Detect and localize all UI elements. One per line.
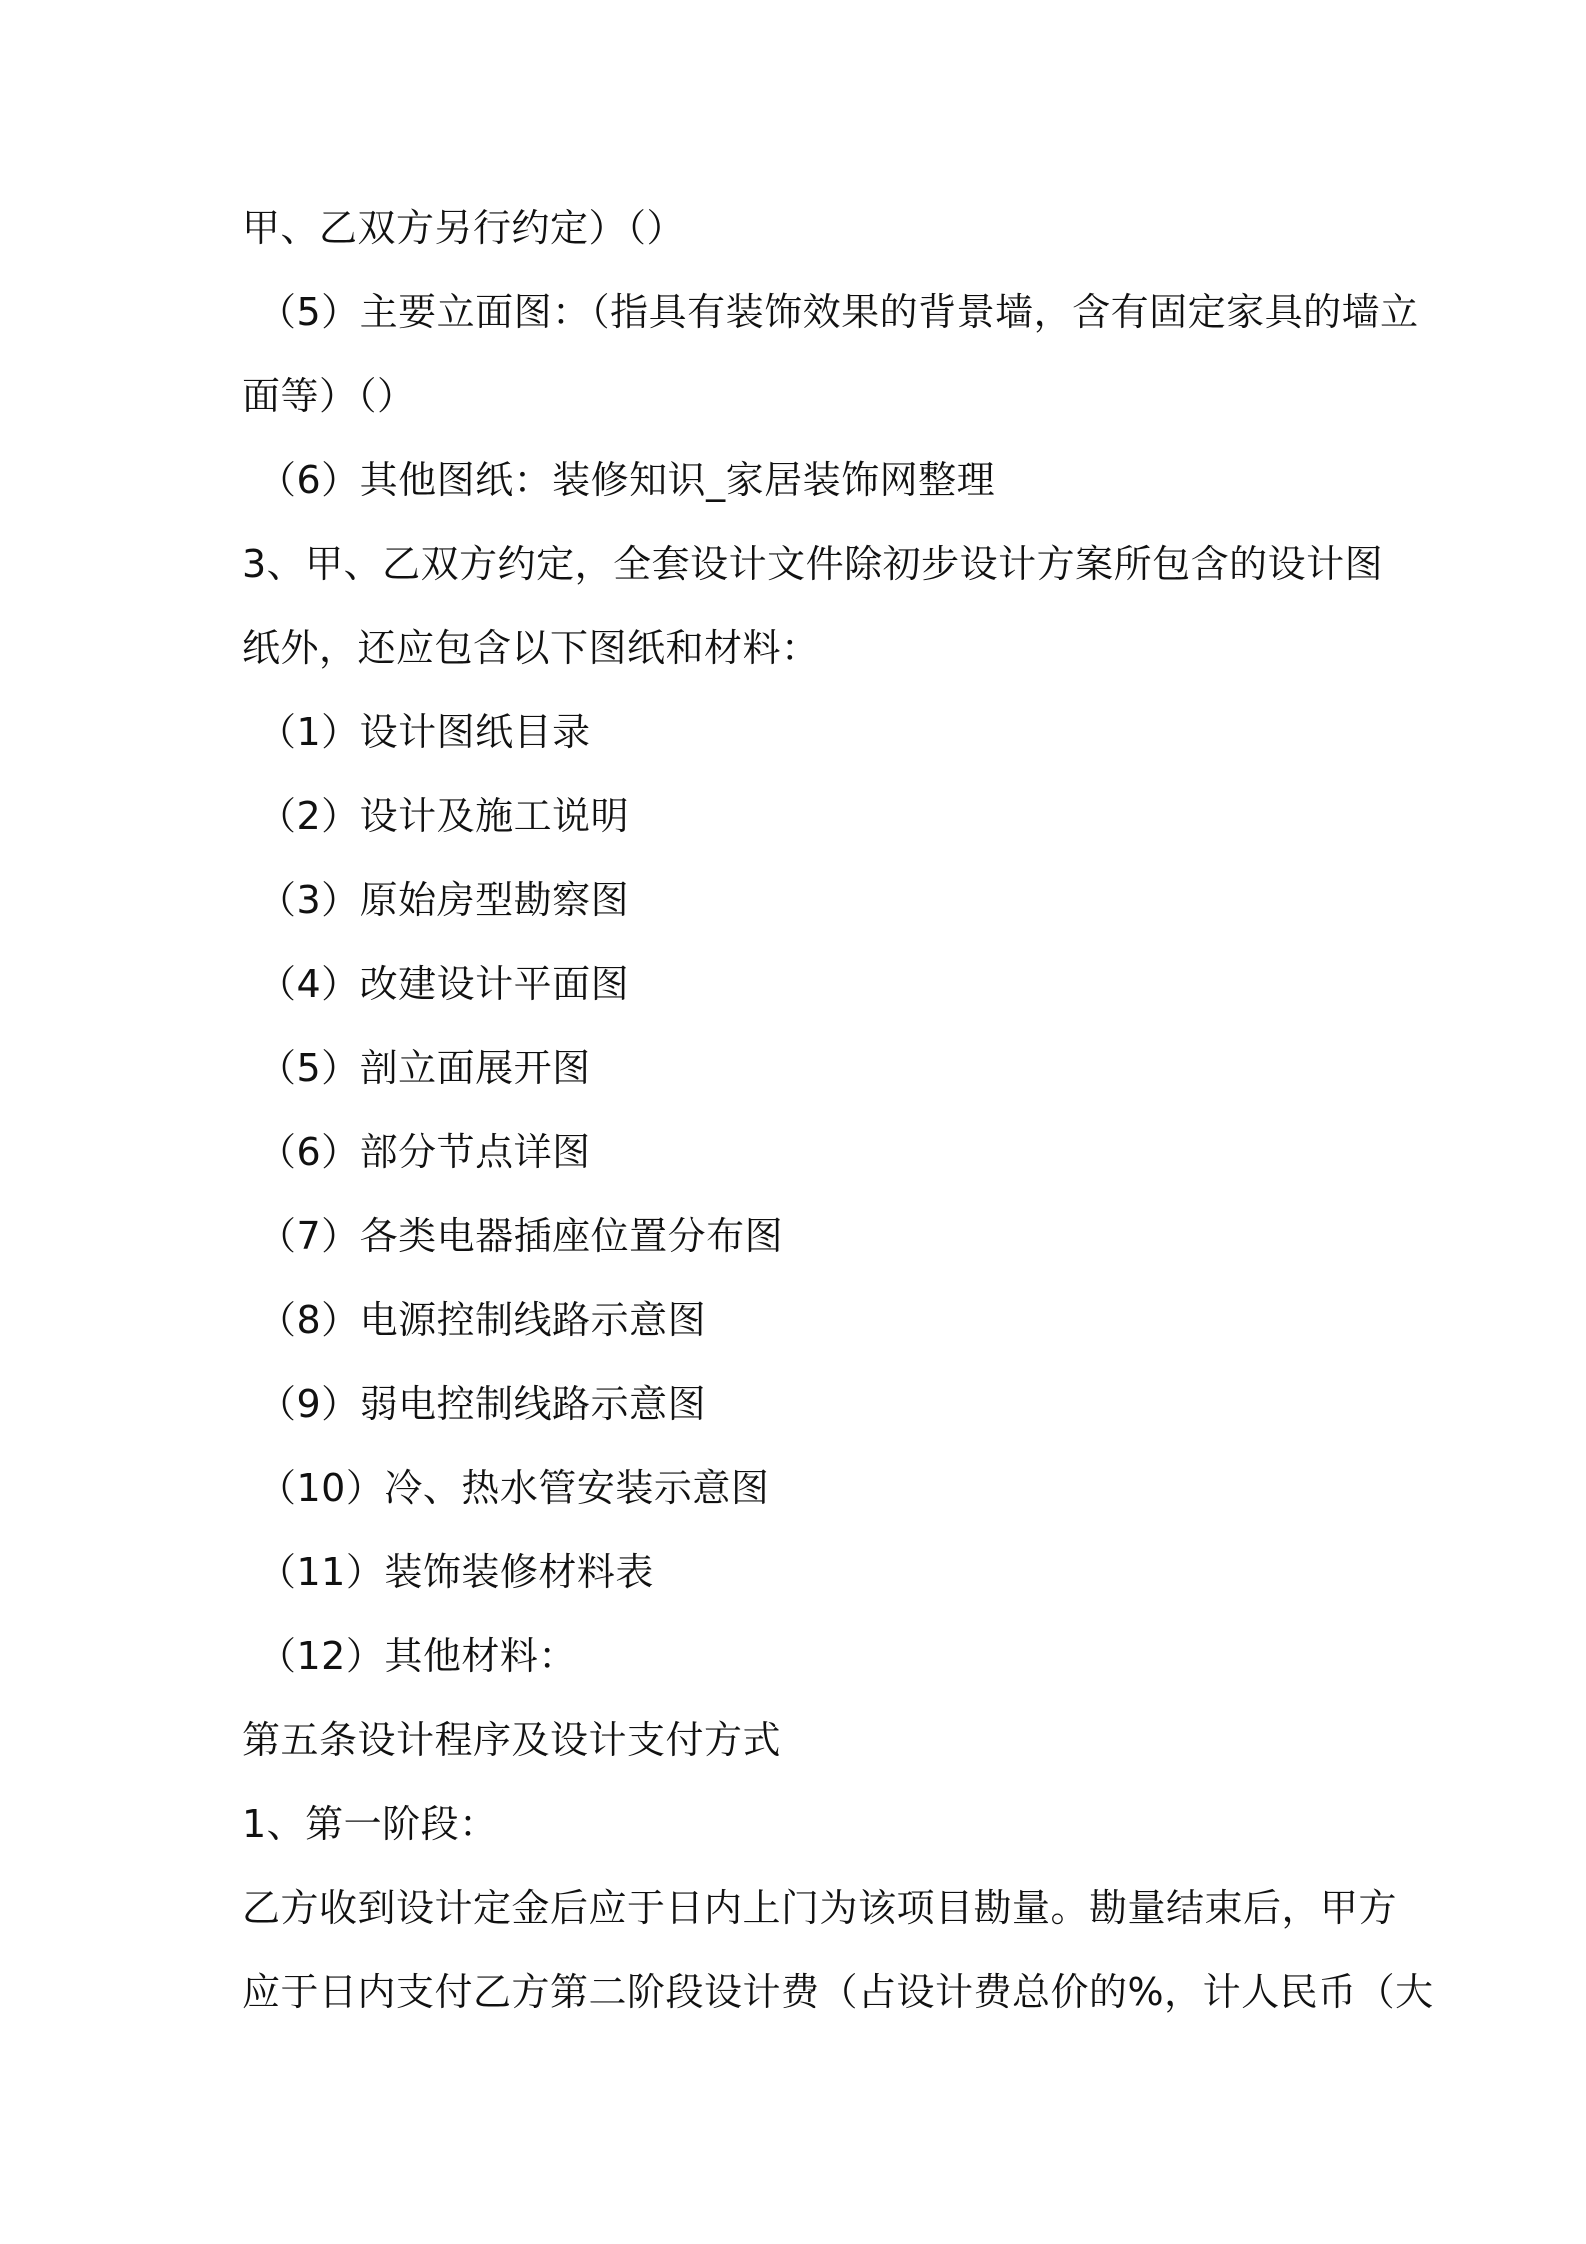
text-line-3: 面等）（） [242, 374, 416, 418]
list-item-8: （8）电源控制线路示意图 [258, 1298, 707, 1342]
text-line-6: 纸外，还应包含以下图纸和材料： [242, 626, 820, 670]
text-line-2: （5）主要立面图：（指具有装饰效果的背景墙，含有固定家具的墙立 [258, 290, 1419, 334]
list-item-9: （9）弱电控制线路示意图 [258, 1382, 707, 1426]
paragraph-line-1: 乙方收到设计定金后应于日内上门为该项目勘量。勘量结束后，甲方 [242, 1886, 1398, 1930]
subsection-heading: 1、第一阶段： [242, 1802, 498, 1846]
list-item-11: （11）装饰装修材料表 [258, 1550, 654, 1594]
list-item-12: （12）其他材料： [258, 1634, 577, 1678]
text-line-5: 3、甲、乙双方约定，全套设计文件除初步设计方案所包含的设计图 [242, 542, 1384, 586]
text-line-1: 甲、乙双方另行约定）（） [242, 206, 686, 250]
list-item-10: （10）冷、热水管安装示意图 [258, 1466, 770, 1510]
section-heading: 第五条设计程序及设计支付方式 [242, 1718, 782, 1762]
list-item-6: （6）部分节点详图 [258, 1130, 591, 1174]
list-item-5: （5）剖立面展开图 [258, 1046, 591, 1090]
list-item-1: （1）设计图纸目录 [258, 710, 591, 754]
paragraph-line-2: 应于日内支付乙方第二阶段设计费（占设计费总价的%，计人民币（大 [242, 1970, 1434, 2014]
list-item-2: （2）设计及施工说明 [258, 794, 630, 838]
text-line-4: （6）其他图纸：装修知识_家居装饰网整理 [258, 458, 996, 502]
list-item-7: （7）各类电器插座位置分布图 [258, 1214, 784, 1258]
list-item-3: （3）原始房型勘察图 [258, 878, 630, 922]
list-item-4: （4）改建设计平面图 [258, 962, 630, 1006]
